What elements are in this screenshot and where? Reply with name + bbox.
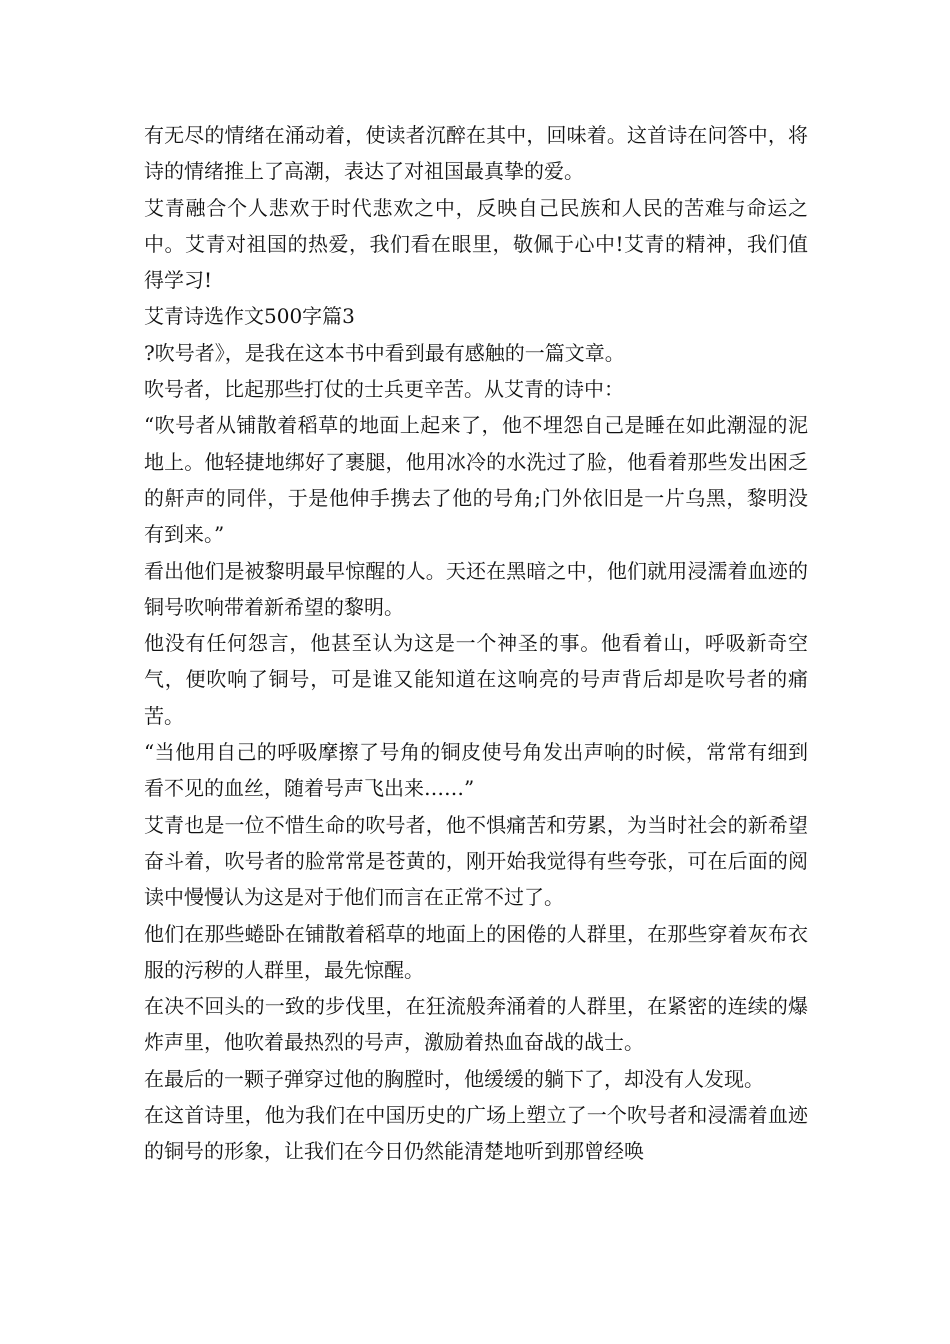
quote-1: “吹号者从铺散着稻草的地面上起来了，他不埋怨自己是睡在如此潮湿的泥地上。他轻捷地绑好了裹腿，他用冰冷的水洗过了脸，他看着那些发出困乏的鼾声的同伴，于是他伸手携去了他的号角;门外依旧是一片乌黑，黎明没有到来。” [144, 413, 808, 547]
section-heading: 艾青诗选作文500字篇3 [144, 304, 355, 329]
paragraph-6: 他没有任何怨言，他甚至认为这是一个神圣的事。他看着山，呼吸新奇空气，便吹响了铜号，可是谁又能知道在这响亮的号声背后却是吹号者的痛苦。 [144, 631, 808, 728]
paragraph-5: 看出他们是被黎明最早惊醒的人。天还在黑暗之中，他们就用浸濡着血迹的铜号吹响带着新希望的黎明。 [144, 558, 808, 619]
document-page [144, 117, 808, 1170]
paragraph-10: 在最后的一颗子弹穿过他的胸膛时，他缓缓的躺下了，却没有人发现。 [144, 1066, 764, 1091]
paragraph-4: 吹号者，比起那些打仗的士兵更辛苦。从艾青的诗中： [144, 377, 624, 402]
paragraph-8: 他们在那些蜷卧在铺散着稻草的地面上的困倦的人群里，在那些穿着灰布衣服的污秽的人群里，最先惊醒。 [144, 921, 808, 982]
paragraph-9: 在决不回头的一致的步伐里，在狂流般奔涌着的人群里，在紧密的连续的爆炸声里，他吹着最热烈的号声，激励着热血奋战的战士。 [144, 994, 808, 1055]
quote-2: “当他用自己的呼吸摩擦了号角的铜皮使号角发出声响的时候，常常有细到看不见的血丝，随着号声飞出来……” [144, 740, 808, 801]
paragraph-11: 在这首诗里，他为我们在中国历史的广场上塑立了一个吹号者和浸濡着血迹的铜号的形象，让我们在今日仍然能清楚地听到那曾经唤 [144, 1103, 808, 1164]
paragraph-2: 艾青融合个人悲欢于时代悲欢之中，反映自己民族和人民的苦难与命运之中。艾青对祖国的热爱，我们看在眼里，敬佩于心中!艾青的精神，我们值得学习! [144, 195, 808, 293]
paragraph-1: 有无尽的情绪在涌动着，使读者沉醉在其中，回味着。这首诗在问答中，将诗的情绪推上了高潮，表达了对祖国最真挚的爱。 [144, 123, 808, 184]
paragraph-7: 艾青也是一位不惜生命的吹号者，他不惧痛苦和劳累，为当时社会的新希望奋斗着，吹号者的脸常常是苍黄的，刚开始我觉得有些夸张，可在后面的阅读中慢慢认为这是对于他们而言在正常不过了。 [144, 812, 808, 910]
paragraph-3: ?吹号者》，是我在这本书中看到最有感触的一篇文章。 [144, 340, 625, 365]
